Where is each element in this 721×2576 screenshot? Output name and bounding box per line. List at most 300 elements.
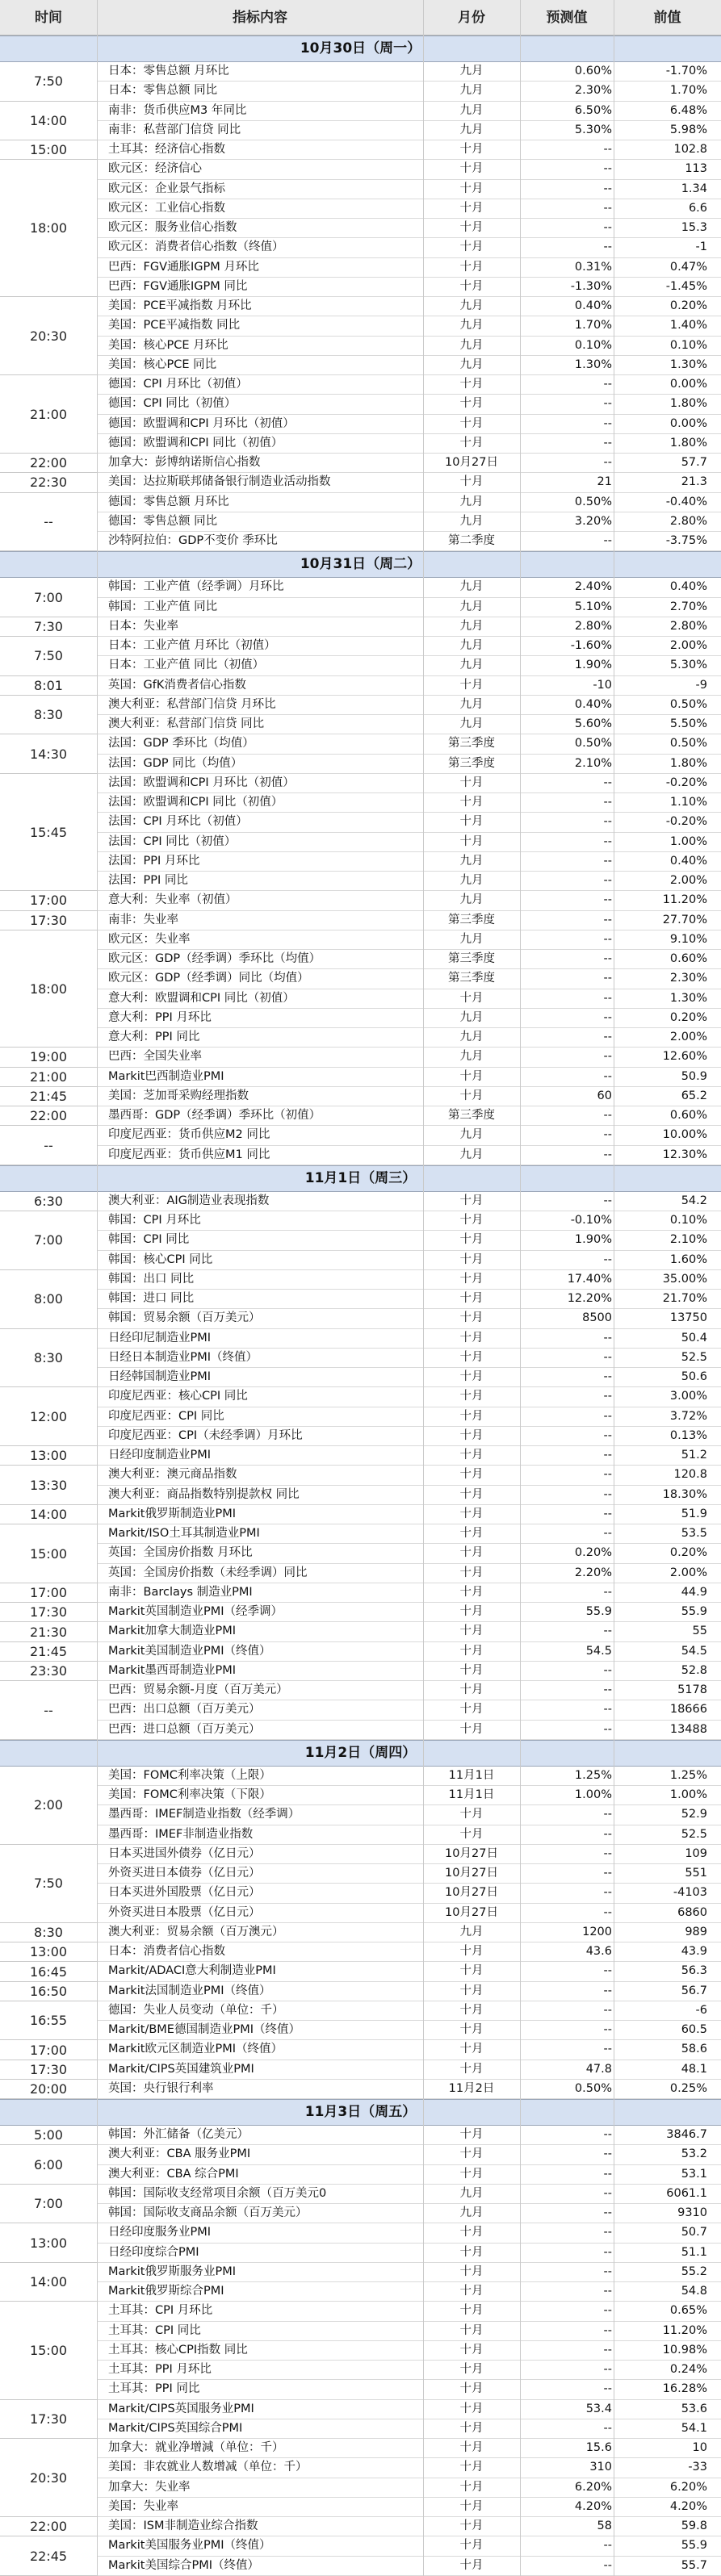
previous-cell: 0.50% (669, 697, 707, 711)
time-cell: 6:30 (0, 1192, 97, 1211)
forecast-cell: -- (603, 240, 612, 254)
table-row (97, 473, 721, 492)
table-row (97, 2439, 721, 2458)
month-cell: 十月 (459, 240, 484, 254)
forecast-cell: -- (603, 874, 612, 888)
previous-cell: 50.6 (681, 1370, 707, 1384)
indicator-cell: 印度尼西亚：核心CPI 同比 (108, 1390, 248, 1403)
table-row (97, 1349, 721, 1368)
month-cell: 十月 (459, 2285, 484, 2298)
time-cell: -- (0, 493, 97, 552)
previous-cell: 54.5 (681, 1644, 707, 1658)
forecast-cell: 53.4 (585, 2402, 612, 2415)
table-row (97, 2536, 721, 2556)
forecast-cell: 2.40% (574, 580, 612, 594)
indicator-cell: 韩国：CPI 同比 (108, 1233, 190, 1247)
indicator-cell: 南非：私营部门信贷 同比 (108, 123, 241, 136)
previous-cell: 6.6 (688, 201, 707, 215)
forecast-cell: -- (603, 1069, 612, 1083)
month-cell: 十月 (459, 1984, 484, 1997)
month-cell: 九月 (459, 1031, 484, 1044)
indicator-cell: 法国：CPI 月环比（初值） (108, 815, 248, 829)
forecast-cell: -- (603, 1468, 612, 1482)
month-cell: 10月27日 (445, 1905, 498, 1919)
table-row (97, 2080, 721, 2099)
table-row (97, 1106, 721, 1126)
indicator-cell: 巴西：FGV通胀IGPM 月环比 (108, 260, 259, 274)
indicator-cell: 日本：工业产值 月环比（初值） (108, 639, 276, 653)
indicator-cell: 美国：非农就业人数增减（单位：千） (108, 2461, 308, 2474)
month-cell: 十月 (459, 1683, 484, 1697)
indicator-cell: Markit/ADACI意大利制造业PMI (108, 1964, 276, 1978)
indicator-cell: 意大利：失业率（初值） (108, 893, 237, 907)
indicator-cell: 加拿大：就业净增減（单位：千） (108, 2441, 284, 2455)
indicator-cell: 美国：达拉斯联邦储备银行制造业活动指数 (108, 475, 331, 489)
forecast-cell: -- (603, 456, 612, 470)
indicator-cell: 韩国：出口 同比 (108, 1272, 195, 1286)
month-cell: 十月 (459, 2264, 484, 2278)
indicator-cell: 法国：CPI 同比（初值） (108, 834, 237, 848)
month-cell: 九月 (459, 600, 484, 613)
time-cell: 6:00 (0, 2145, 97, 2185)
month-cell: 十月 (459, 1663, 484, 1677)
previous-cell: -0.20% (665, 776, 707, 789)
forecast-cell: -1.30% (570, 279, 612, 293)
forecast-cell: 3.20% (574, 514, 612, 528)
month-cell: 十月 (459, 1487, 484, 1501)
month-cell: 十月 (459, 1069, 484, 1083)
month-cell: 十月 (459, 1585, 484, 1599)
time-cell: 17:00 (0, 2040, 97, 2060)
previous-cell: 51.1 (681, 2245, 707, 2259)
month-cell: 九月 (459, 893, 484, 907)
time-cell: 18:00 (0, 160, 97, 297)
indicator-cell: 土耳其：核心CPI指数 同比 (108, 2343, 248, 2356)
month-cell: 十月 (459, 1566, 484, 1579)
month-cell: 九月 (459, 659, 484, 672)
forecast-cell: 0.40% (574, 697, 612, 711)
month-cell: 九月 (459, 2186, 484, 2200)
previous-cell: -3.75% (665, 534, 707, 548)
indicator-cell: 德国：零售总额 月环比 (108, 495, 229, 508)
month-cell: 九月 (459, 514, 484, 528)
time-cell: 8:30 (0, 1923, 97, 1942)
table-row (97, 102, 721, 121)
table-row (97, 617, 721, 637)
day-header: 11月1日（周三） (0, 1165, 721, 1192)
forecast-cell: -- (603, 913, 612, 926)
month-cell: 九月 (459, 299, 484, 313)
previous-cell: 1.80% (669, 756, 707, 770)
time-cell: 7:00 (0, 2185, 97, 2224)
previous-cell: 60.5 (681, 2023, 707, 2037)
table-row (97, 1309, 721, 1328)
indicator-cell: 法国：欧盟调和CPI 同比（初值） (108, 796, 283, 809)
forecast-cell: -- (603, 2186, 612, 2200)
forecast-cell: -- (603, 2421, 612, 2435)
previous-cell: 0.10% (669, 338, 707, 352)
time-cell: 8:30 (0, 1329, 97, 1388)
indicator-cell: 韩国：贸易余额（百万美元） (108, 1311, 261, 1325)
indicator-cell: 日经韩国制造业PMI (108, 1370, 212, 1384)
indicator-cell: 韩国：国际收支商品余额（百万美元） (108, 2206, 308, 2220)
indicator-cell: Markit美国制造业PMI（终值） (108, 1644, 271, 1658)
time-cell: 17:30 (0, 911, 97, 930)
previous-cell: 5178 (677, 1683, 707, 1697)
time-cell: 7:30 (0, 617, 97, 637)
time-cell: 13:00 (0, 2223, 97, 2263)
forecast-cell: -0.10% (570, 1214, 612, 1227)
indicator-cell: 英国：GfK消费者信心指数 (108, 678, 246, 692)
indicator-cell: 日本：消费者信心指数 (108, 1945, 225, 1959)
time-cell: 8:00 (0, 1270, 97, 1329)
indicator-cell: 美国：芝加哥采购经理指数 (108, 1089, 249, 1102)
indicator-cell: 意大利：PPI 同比 (108, 1031, 200, 1044)
table-row (97, 1622, 721, 1641)
indicator-cell: 英国：全国房价指数（未经季调）同比 (108, 1566, 308, 1579)
day-header: 10月30日（周一） (0, 36, 721, 62)
previous-cell: 43.9 (681, 1945, 707, 1959)
previous-cell: 18.30% (662, 1487, 707, 1501)
table-row (97, 1146, 721, 1165)
month-cell: 十月 (459, 1644, 484, 1658)
forecast-cell: -- (603, 854, 612, 868)
time-cell: 13:00 (0, 1446, 97, 1466)
previous-cell: 1.30% (669, 991, 707, 1005)
month-cell: 十月 (459, 1527, 484, 1541)
forecast-cell: -- (603, 1964, 612, 1978)
table-row (97, 1505, 721, 1524)
table-row (97, 1126, 721, 1145)
time-cell: 15:00 (0, 1524, 97, 1583)
forecast-cell: -- (603, 1252, 612, 1266)
previous-cell: 0.40% (669, 580, 707, 594)
table-row (97, 2001, 721, 2021)
time-cell: 15:00 (0, 2302, 97, 2399)
table-row (97, 1603, 721, 1622)
month-cell: 第三季度 (448, 952, 495, 966)
table-row (97, 1642, 721, 1662)
forecast-cell: 1.90% (574, 659, 612, 672)
previous-cell: 52.5 (681, 1827, 707, 1841)
table-row (97, 219, 721, 238)
forecast-cell: -- (603, 2147, 612, 2161)
previous-cell: 11.20% (662, 893, 707, 907)
table-row (97, 356, 721, 375)
forecast-cell: 2.80% (574, 619, 612, 633)
month-cell: 十月 (459, 2539, 484, 2553)
forecast-cell: -- (603, 1703, 612, 1717)
indicator-cell: 欧元区：工业信心指数 (108, 201, 225, 215)
table-row (97, 1068, 721, 1087)
month-cell: 十月 (459, 1507, 484, 1520)
month-cell: 第三季度 (448, 1109, 495, 1123)
month-cell: 十月 (459, 2023, 484, 2037)
table-row (97, 813, 721, 832)
indicator-cell: 意大利：欧盟调和CPI 同比（初值） (108, 991, 295, 1005)
table-row (97, 1270, 721, 1290)
month-cell: 第三季度 (448, 737, 495, 751)
previous-cell: 1.00% (669, 834, 707, 848)
forecast-cell: 55.9 (585, 1605, 612, 1619)
forecast-cell: -- (603, 2043, 612, 2056)
table-row (97, 911, 721, 930)
time-cell: 19:00 (0, 1048, 97, 1067)
month-cell: 十月 (459, 1468, 484, 1482)
previous-cell: 54.1 (681, 2421, 707, 2435)
table-row (97, 1662, 721, 1681)
table-row (97, 1583, 721, 1603)
forecast-cell: -- (603, 416, 612, 430)
forecast-cell: -- (603, 2245, 612, 2259)
month-cell: 十月 (459, 1428, 484, 1442)
table-row (97, 160, 721, 179)
forecast-cell: -- (603, 1585, 612, 1599)
forecast-cell: -- (603, 2003, 612, 2017)
table-row (97, 2282, 721, 2302)
table-row (97, 676, 721, 696)
header-month: 月份 (458, 10, 485, 26)
table-row (97, 415, 721, 434)
day-header: 11月2日（周四） (0, 1740, 721, 1767)
time-cell: 16:50 (0, 1982, 97, 2001)
previous-cell: 56.3 (681, 1964, 707, 1978)
indicator-cell: 德国：欧盟调和CPI 同比（初值） (108, 436, 283, 450)
time-cell: 16:55 (0, 2001, 97, 2041)
month-cell: 十月 (459, 436, 484, 450)
previous-cell: 50.7 (681, 2226, 707, 2239)
previous-cell: 9310 (677, 2206, 707, 2220)
indicator-cell: Markit/CIPS英国综合PMI (108, 2421, 243, 2435)
table-row (97, 140, 721, 160)
previous-cell: 16.28% (662, 2382, 707, 2396)
month-cell: 十月 (459, 2128, 484, 2142)
forecast-cell: -- (603, 991, 612, 1005)
forecast-cell: 0.20% (574, 1546, 612, 1560)
forecast-cell: -- (603, 776, 612, 789)
previous-cell: 2.00% (669, 1031, 707, 1044)
table-row (97, 1982, 721, 2001)
time-cell: 13:30 (0, 1466, 97, 1505)
previous-cell: 58.6 (681, 2043, 707, 2056)
table-row (97, 1028, 721, 1048)
month-cell: 十月 (459, 2323, 484, 2337)
time-cell: 13:00 (0, 1942, 97, 1962)
table-row (97, 2126, 721, 2145)
indicator-cell: 法国：PPI 月环比 (108, 854, 200, 868)
previous-cell: 1.40% (669, 319, 707, 332)
indicator-cell: 美国：FOMC利率决策（下限） (108, 1788, 271, 1802)
month-cell: 九月 (459, 65, 484, 77)
month-cell: 十月 (459, 1272, 484, 1286)
previous-cell: 52.8 (681, 1663, 707, 1677)
previous-cell: 59.8 (681, 2520, 707, 2533)
time-cell: 14:30 (0, 734, 97, 774)
table-row (97, 2361, 721, 2380)
month-cell: 十月 (459, 1546, 484, 1560)
month-cell: 十月 (459, 182, 484, 195)
forecast-cell: 0.60% (574, 65, 612, 77)
forecast-cell: -- (603, 2285, 612, 2298)
indicator-cell: 土耳其：CPI 月环比 (108, 2304, 213, 2318)
table-row (97, 755, 721, 774)
indicator-cell: 印度尼西亚：货币供应M1 同比 (108, 1148, 270, 1161)
indicator-cell: 南非：失业率 (108, 913, 178, 926)
forecast-cell: -- (603, 2304, 612, 2318)
table-row (97, 1845, 721, 1864)
indicator-cell: 南非：Barclays 制造业PMI (108, 1585, 253, 1599)
previous-cell: -4103 (673, 1886, 707, 1900)
forecast-cell: 5.60% (574, 717, 612, 731)
forecast-cell: 0.40% (574, 299, 612, 313)
forecast-cell: -- (603, 1428, 612, 1442)
previous-cell: 53.6 (681, 2402, 707, 2415)
table-row (97, 62, 721, 82)
table-row (97, 1942, 721, 1962)
forecast-cell: -- (603, 1031, 612, 1044)
month-cell: 十月 (459, 1945, 484, 1959)
month-cell: 十月 (459, 1233, 484, 1247)
forecast-cell: -- (603, 952, 612, 966)
forecast-cell: -- (603, 1109, 612, 1123)
table-row (97, 1486, 721, 1505)
forecast-cell: 21 (597, 475, 612, 489)
forecast-cell: -- (603, 1409, 612, 1423)
forecast-cell: 310 (589, 2461, 612, 2474)
time-cell: 17:30 (0, 2400, 97, 2440)
indicator-cell: 日本：零售总额 同比 (108, 84, 218, 98)
indicator-cell: 巴西：出口总额（百万美元） (108, 1703, 261, 1717)
time-cell: 14:00 (0, 2263, 97, 2302)
month-cell: 十月 (459, 279, 484, 293)
indicator-cell: Markit墨西哥制造业PMI (108, 1663, 236, 1677)
forecast-cell: -- (603, 1050, 612, 1064)
table-row (97, 1290, 721, 1309)
time-cell: 18:00 (0, 930, 97, 1048)
indicator-cell: 墨西哥：IMEF非制造业指数 (108, 1827, 254, 1841)
month-cell: 九月 (459, 697, 484, 711)
indicator-cell: 日经日本制造业PMI（终值） (108, 1350, 258, 1364)
previous-cell: 55 (692, 1625, 707, 1638)
indicator-cell: 澳大利亚：CBA 服务业PMI (108, 2147, 251, 2161)
column-divider (520, 0, 521, 2576)
forecast-cell: 58 (597, 2520, 612, 2533)
month-cell: 十月 (459, 416, 484, 430)
table-row (97, 2322, 721, 2341)
time-cell: 21:45 (0, 1087, 97, 1106)
table-row (97, 532, 721, 551)
indicator-cell: 韩国：外汇储备（亿美元） (108, 2128, 249, 2142)
indicator-cell: Markit美国综合PMI（终值） (108, 2558, 259, 2572)
time-cell: 15:00 (0, 140, 97, 160)
previous-cell: 44.9 (681, 1585, 707, 1599)
table-row (97, 734, 721, 754)
month-cell: 十月 (459, 1964, 484, 1978)
forecast-cell: 2.30% (574, 84, 612, 98)
time-cell: 17:30 (0, 2060, 97, 2080)
forecast-cell: -- (603, 1331, 612, 1344)
indicator-cell: 澳大利亚：私营部门信贷 月环比 (108, 697, 276, 711)
indicator-cell: Markit/ISO土耳其制造业PMI (108, 1527, 260, 1541)
indicator-cell: Markit俄罗斯综合PMI (108, 2285, 224, 2298)
previous-cell: 21.3 (681, 475, 707, 489)
indicator-cell: 法国：欧盟调和CPI 月环比（初值） (108, 776, 295, 789)
indicator-cell: 土耳其：PPI 同比 (108, 2382, 200, 2396)
table-row (97, 2557, 721, 2576)
forecast-cell: -- (603, 2128, 612, 2142)
table-row (97, 395, 721, 414)
indicator-cell: 英国：央行银行利率 (108, 2081, 214, 2095)
table-row (97, 454, 721, 473)
indicator-cell: 南非：货币供应M3 年同比 (108, 103, 247, 117)
column-divider (423, 0, 424, 2576)
table-row (97, 2498, 721, 2517)
time-cell: 17:30 (0, 1603, 97, 1622)
forecast-cell: -- (603, 1128, 612, 1142)
forecast-cell: -- (603, 2558, 612, 2572)
month-cell: 十月 (459, 1252, 484, 1266)
forecast-cell: 6.20% (574, 2480, 612, 2494)
time-cell: 7:00 (0, 1211, 97, 1270)
forecast-cell: 1.70% (574, 319, 612, 332)
indicator-cell: 澳大利亚：商品指数特别提款权 同比 (108, 1487, 300, 1501)
time-cell: 23:30 (0, 1662, 97, 1681)
indicator-cell: 墨西哥：IMEF制造业指数（经季调） (108, 1808, 300, 1821)
time-cell: 21:30 (0, 1622, 97, 1641)
indicator-cell: Markit英国制造业PMI（经季调） (108, 1605, 283, 1619)
time-cell: 22:00 (0, 454, 97, 473)
indicator-cell: 韩国：核心CPI 同比 (108, 1252, 213, 1266)
table-row (97, 637, 721, 656)
indicator-cell: 欧元区：经济信心 (108, 162, 202, 176)
previous-cell: 0.24% (669, 2363, 707, 2377)
month-cell: 11月1日 (448, 1788, 495, 1802)
forecast-cell: -- (603, 2539, 612, 2553)
indicator-cell: 韩国：国际收支经常项目余额（百万美元0 (108, 2186, 327, 2200)
time-cell: 22:45 (0, 2536, 97, 2576)
previous-cell: 2.80% (669, 514, 707, 528)
month-cell: 十月 (459, 1311, 484, 1325)
time-cell: 17:00 (0, 1583, 97, 1603)
table-row (97, 337, 721, 356)
forecast-cell: -- (603, 796, 612, 809)
indicator-cell: 欧元区：企业景气指标 (108, 182, 225, 195)
indicator-cell: 美国：FOMC利率决策（上限） (108, 1768, 271, 1782)
previous-cell: 0.10% (669, 1214, 707, 1227)
table-row (97, 656, 721, 675)
month-cell: 九月 (459, 358, 484, 371)
table-row (97, 833, 721, 852)
month-cell: 10月27日 (445, 1846, 498, 1860)
table-row (97, 793, 721, 813)
previous-cell: 6.48% (669, 103, 707, 117)
indicator-cell: 美国：失业率 (108, 2499, 178, 2513)
month-cell: 九月 (459, 854, 484, 868)
table-row (97, 578, 721, 597)
table-row (97, 2244, 721, 2263)
forecast-cell: -- (603, 1148, 612, 1161)
month-cell: 11月2日 (448, 2081, 495, 2095)
indicator-cell: 日本：工业产值 同比（初值） (108, 659, 265, 672)
month-cell: 第二季度 (448, 534, 495, 548)
month-cell: 十月 (459, 1722, 484, 1736)
forecast-cell: -- (603, 834, 612, 848)
forecast-cell: -- (603, 397, 612, 411)
table-row (97, 1329, 721, 1349)
table-row (97, 1387, 721, 1407)
previous-cell: 5.30% (669, 659, 707, 672)
time-cell: 7:50 (0, 637, 97, 676)
